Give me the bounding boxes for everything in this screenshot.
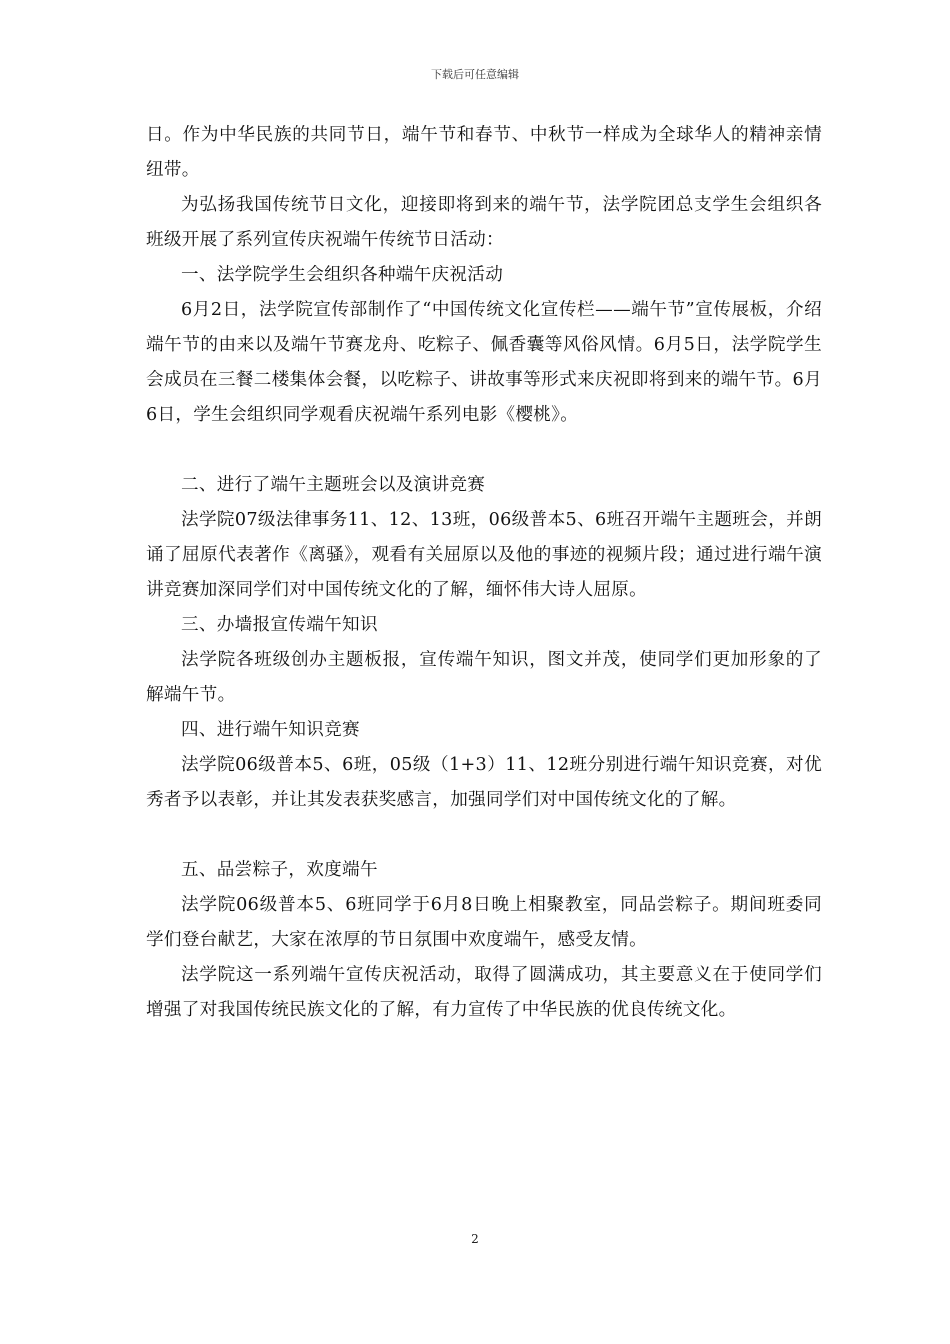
paragraph-section-1: 6月2日，法学院宣传部制作了“中国传统文化宣传栏——端午节”宣传展板，介绍端午节的由来以及端午节赛龙舟、吃粽子、佩香囊等风俗风情。6月5日，法学院学生会成员在三餐二楼集体会餐，以吃粽子、讲故事等形式来庆祝即将到来的端午节。6月6日，学生会组织同学观看庆祝端午系列电影《樱桃》。 [146, 300, 822, 425]
paragraph-intro: 为弘扬我国传统节日文化，迎接即将到来的端午节，法学院团总支学生会组织各班级开展了系列宣传庆祝端午传统节日活动： [146, 195, 822, 250]
section-heading-1: 一、法学院学生会组织各种端午庆祝活动 [181, 265, 504, 285]
section-heading-3: 三、办墙报宣传端午知识 [181, 615, 378, 635]
section-heading-2: 二、进行了端午主题班会以及演讲竞赛 [181, 475, 486, 495]
document-body [146, 118, 822, 1028]
section-heading-4: 四、进行端午知识竞赛 [181, 720, 360, 740]
paragraph-section-2: 法学院07级法律事务11、12、13班，06级普本5、6班召开端午主题班会，并朗诵了屈原代表著作《离骚》，观看有关屈原以及他的事迹的视频片段；通过进行端午演讲竞赛加深同学们对中国传统文化的了解，缅怀伟大诗人屈原。 [146, 510, 822, 600]
blank-line [146, 433, 822, 468]
blank-line [146, 818, 822, 853]
section-heading-5: 五、品尝粽子，欢度端午 [181, 860, 378, 880]
page-number: 2 [471, 1232, 479, 1246]
paragraph-conclusion: 法学院这一系列端午宣传庆祝活动，取得了圆满成功，其主要意义在于使同学们增强了对我国传统民族文化的了解，有力宣传了中华民族的优良传统文化。 [146, 965, 822, 1020]
paragraph-section-4: 法学院06级普本5、6班，05级（1+3）11、12班分别进行端午知识竞赛，对优秀者予以表彰，并让其发表获奖感言，加强同学们对中国传统文化的了解。 [146, 755, 822, 810]
page-header-note: 下载后可任意编辑 [431, 68, 519, 81]
paragraph-section-5: 法学院06级普本5、6班同学于6月8日晚上相聚教室，同品尝粽子。期间班委同学们登台献艺，大家在浓厚的节日氛围中欢度端午，感受友情。 [146, 895, 822, 950]
paragraph-section-3: 法学院各班级创办主题板报，宣传端午知识，图文并茂，使同学们更加形象的了解端午节。 [146, 650, 822, 705]
paragraph-continuation: 日。作为中华民族的共同节日，端午节和春节、中秋节一样成为全球华人的精神亲情纽带。 [146, 125, 822, 180]
